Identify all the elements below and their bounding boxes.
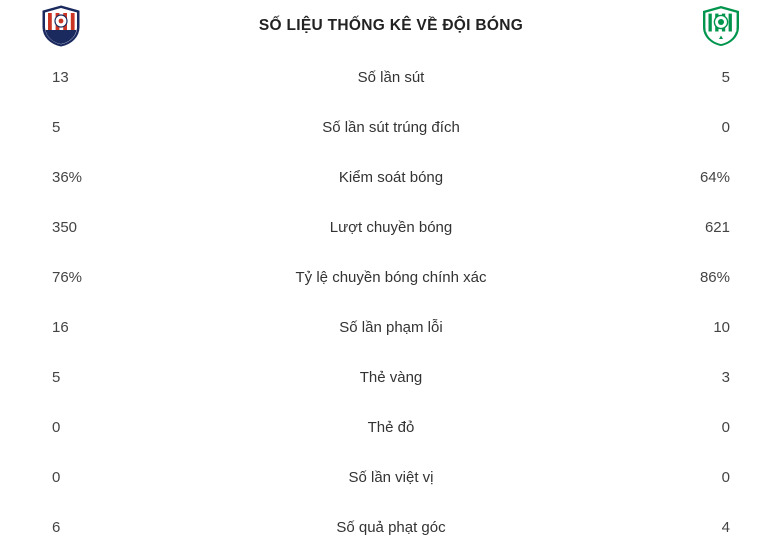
away-value: 4	[721, 518, 730, 536]
table-row	[0, 452, 782, 502]
table-row	[0, 302, 782, 352]
home-value: 6	[52, 518, 61, 536]
home-value: 76%	[52, 268, 83, 286]
home-value: 0	[52, 418, 61, 436]
stat-label: Thẻ vàng	[359, 368, 423, 386]
real-betis-crest-icon	[701, 5, 741, 47]
stat-label: Số lần sút	[357, 68, 425, 86]
stat-label: Số quả phạt góc	[336, 518, 446, 536]
home-value: 5	[52, 368, 61, 386]
stat-label: Số lần việt vị	[348, 468, 434, 486]
stat-label: Lượt chuyền bóng	[329, 218, 453, 236]
page-title: SỐ LIỆU THỐNG KÊ VỀ ĐỘI BÓNG	[258, 17, 524, 34]
away-value: 621	[704, 218, 730, 236]
away-value: 0	[721, 118, 730, 136]
home-value: 350	[52, 218, 78, 236]
table-row	[0, 52, 782, 102]
home-value: 0	[52, 468, 61, 486]
table-row	[0, 502, 782, 552]
away-value: 64%	[699, 168, 730, 186]
home-value: 36%	[52, 168, 83, 186]
away-value: 10	[713, 318, 730, 336]
table-row	[0, 152, 782, 202]
table-row	[0, 202, 782, 252]
stat-label: Kiểm soát bóng	[338, 168, 444, 186]
table-row	[0, 252, 782, 302]
stats-header	[0, 0, 782, 52]
away-team-crest	[700, 5, 742, 47]
home-team-crest	[40, 5, 82, 47]
home-value: 16	[52, 318, 69, 336]
stat-label: Tỷ lệ chuyền bóng chính xác	[295, 268, 487, 286]
away-value: 5	[721, 68, 730, 86]
stat-label: Số lần phạm lỗi	[339, 318, 443, 336]
table-row	[0, 402, 782, 452]
away-value: 86%	[699, 268, 730, 286]
table-row	[0, 352, 782, 402]
atletico-madrid-crest-icon	[41, 5, 81, 47]
away-value: 3	[721, 368, 730, 386]
away-value: 0	[721, 418, 730, 436]
away-value: 0	[721, 468, 730, 486]
stat-label: Số lần sút trúng đích	[322, 118, 460, 136]
home-value: 5	[52, 118, 61, 136]
stat-label: Thẻ đỏ	[367, 418, 415, 436]
table-row	[0, 102, 782, 152]
stats-rows	[0, 52, 782, 552]
home-value: 13	[52, 68, 69, 86]
